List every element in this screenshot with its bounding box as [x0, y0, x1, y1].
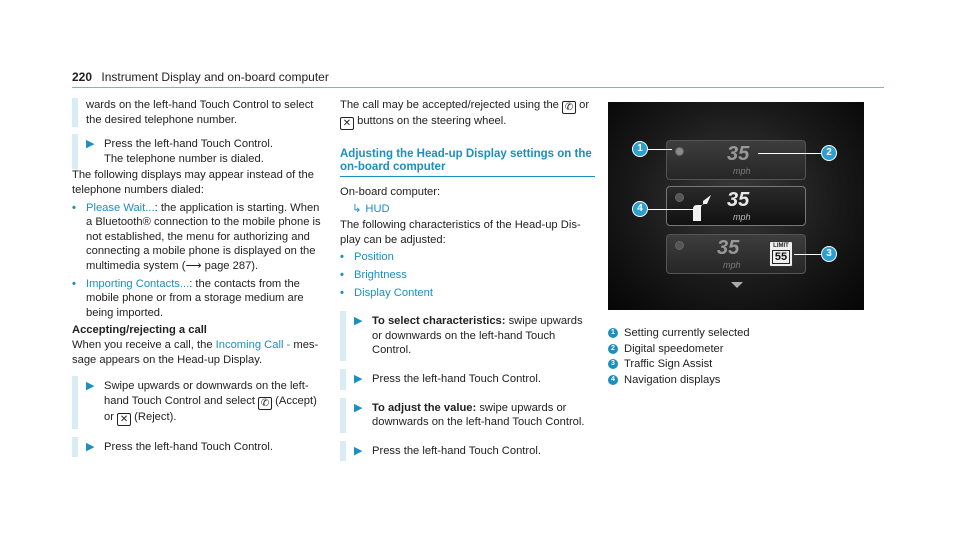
hud-tile-selected-setting: [666, 140, 806, 180]
list-item: [340, 268, 595, 283]
hud-tile-traffic-sign: [666, 234, 806, 274]
header-rule: [72, 87, 884, 88]
subheading-accept-reject: Accepting/rejecting a call: [72, 324, 207, 337]
legend-item: [608, 342, 884, 357]
menu-path: [340, 202, 595, 217]
message-please-wait: Please Wait...: [86, 201, 155, 214]
hud-settings-illustration: [608, 102, 864, 310]
step-text: Press the left-hand Touch Control.: [104, 138, 273, 151]
legend-item: [608, 357, 884, 372]
option-display-content: Display Content: [354, 286, 433, 299]
incoming-call-para: [72, 338, 327, 367]
list-item: [340, 250, 595, 265]
legend-number-icon: 2: [608, 344, 618, 354]
characteristics-intro: The following characteristics of the Head-up Display can be adjusted:: [340, 219, 581, 246]
step-press: [340, 372, 595, 387]
legend-number-icon: 1: [608, 328, 618, 338]
menu-item-hud: HUD: [365, 202, 390, 215]
step-text: Swipe upwards or downwards on the left-hand Touch Control and select: [104, 380, 309, 407]
step-select-characteristics: [340, 314, 595, 358]
step-label: To adjust the value:: [372, 401, 477, 414]
legend-text: Setting currently selected: [624, 327, 750, 339]
play-arrow-icon: ▶: [354, 372, 363, 385]
step-text: (Reject).: [134, 410, 177, 423]
callout-2: 2: [821, 145, 837, 161]
speed-value: 35: [727, 189, 750, 211]
menu-path-arrow-icon: ↳: [352, 202, 362, 215]
selection-indicator-icon: [675, 241, 684, 250]
para-text: message appears on the Head-up Display.: [72, 338, 319, 366]
step-press-final: [340, 444, 595, 459]
bullet-icon: •: [340, 286, 344, 299]
phone-reject-icon: ✕: [117, 413, 131, 426]
step-text: (Accept) or: [104, 394, 317, 423]
continued-step: [72, 98, 327, 127]
step-press-confirm: [72, 440, 327, 455]
page-ref-arrow-icon: ⟶: [185, 259, 202, 272]
callout-3: 3: [821, 246, 837, 262]
callout-line: [644, 209, 694, 210]
message-incoming-call: Incoming Call -: [215, 338, 291, 351]
legend-item: [608, 326, 884, 341]
turn-arrow-icon: [689, 191, 715, 221]
para-text: When you receive a call, the: [72, 338, 216, 351]
bullet-icon: •: [72, 201, 76, 214]
displays-intro: The following displays may appear instead of the telephone numbers dialed:: [72, 169, 314, 196]
step-text: Press the left-hand Touch Control.: [104, 440, 273, 453]
speed-unit: mph: [733, 166, 751, 176]
play-arrow-icon: ▶: [86, 380, 95, 393]
step-text: Press the left-hand Touch Control.: [372, 372, 541, 385]
legend-number-icon: 4: [608, 375, 618, 385]
speed-unit: mph: [723, 260, 741, 270]
step-text: swipe upwards or downwards on the left-hand Touch Control.: [372, 401, 585, 429]
speed-limit-sign: [769, 241, 793, 267]
step-swipe-select: [72, 379, 327, 426]
legend-item: [608, 373, 884, 388]
scroll-down-icon: [731, 282, 743, 288]
play-arrow-icon: ▶: [354, 315, 363, 328]
para-text: The call may be accepted/rejected using the: [340, 99, 563, 111]
section-title: Adjusting the Head-up Display settings on the on-board computer: [340, 148, 592, 173]
legend-number-icon: 3: [608, 359, 618, 369]
selection-indicator-icon: [675, 193, 684, 202]
phone-reject-icon: ✕: [340, 117, 354, 130]
list-item: [72, 277, 327, 321]
list-item: [340, 286, 595, 301]
speed-value: 35: [727, 143, 750, 165]
step-adjust-value: [340, 401, 595, 430]
option-brightness: Brightness: [354, 268, 407, 281]
callout-1: 1: [632, 141, 648, 157]
steering-wheel-para: [340, 98, 595, 130]
option-position: Position: [354, 251, 394, 264]
legend-text: Digital speedometer: [624, 342, 724, 355]
column-1: [72, 98, 327, 454]
play-arrow-icon: ▶: [354, 444, 363, 457]
legend-text: Navigation displays: [624, 373, 721, 386]
page-header: [72, 70, 329, 85]
callout-line: [644, 149, 672, 150]
step-press-dial: [72, 137, 327, 166]
limit-label: LIMIT: [773, 243, 789, 249]
section-rule: [340, 176, 595, 177]
callout-4: 4: [632, 201, 648, 217]
message-importing-contacts: Importing Contacts...: [86, 277, 190, 290]
page-ref[interactable]: page 287).: [204, 259, 259, 272]
limit-value: 55: [772, 250, 790, 264]
page-number: 220: [72, 70, 93, 84]
para-text: buttons on the steering wheel.: [354, 115, 507, 127]
phone-accept-icon: ✆: [258, 397, 272, 410]
play-arrow-icon: ▶: [86, 138, 95, 151]
step-text: Press the left-hand Touch Control.: [372, 444, 541, 457]
bullet-icon: •: [340, 251, 344, 264]
characteristics-list: [340, 250, 595, 300]
speed-unit: mph: [733, 212, 751, 222]
step-label: To select characteristics:: [372, 315, 506, 328]
list-item: [72, 201, 327, 274]
para-text: or: [576, 99, 590, 111]
hud-tile-navigation: [666, 186, 806, 226]
continued-step-text: wards on the left-hand Touch Control to select the desired telephone number.: [86, 99, 314, 126]
page-header-title: Instrument Display and on-board computer: [101, 70, 329, 84]
speed-value: 35: [717, 237, 740, 259]
bullet-icon: •: [72, 277, 76, 290]
bullet-icon: •: [340, 268, 344, 281]
step-text: swipe upwards or downwards on the left-hand Touch Control.: [372, 315, 583, 357]
bullet-text: : the contacts from the mobile phone or from a storage medium are being imported.: [86, 277, 304, 319]
play-arrow-icon: ▶: [354, 401, 363, 414]
display-messages-list: [72, 201, 327, 321]
menu-path-label: On-board computer:: [340, 186, 441, 198]
phone-accept-icon: ✆: [562, 101, 576, 114]
column-3: [608, 102, 884, 387]
step-result: The telephone number is dialed.: [104, 152, 264, 165]
play-arrow-icon: ▶: [86, 440, 95, 453]
callout-line: [794, 254, 824, 255]
callout-line: [758, 153, 824, 154]
legend-text: Traffic Sign Assist: [624, 358, 713, 371]
figure-legend: [608, 326, 884, 387]
selection-indicator-icon: [675, 147, 684, 156]
column-2: [340, 98, 595, 458]
bullet-text: : the application is starting. When a Bluetooth® connection to the mobile phone is not established, the menu for authorizing and connecting a mobile phone is displayed on the multimedia system (: [86, 201, 321, 272]
